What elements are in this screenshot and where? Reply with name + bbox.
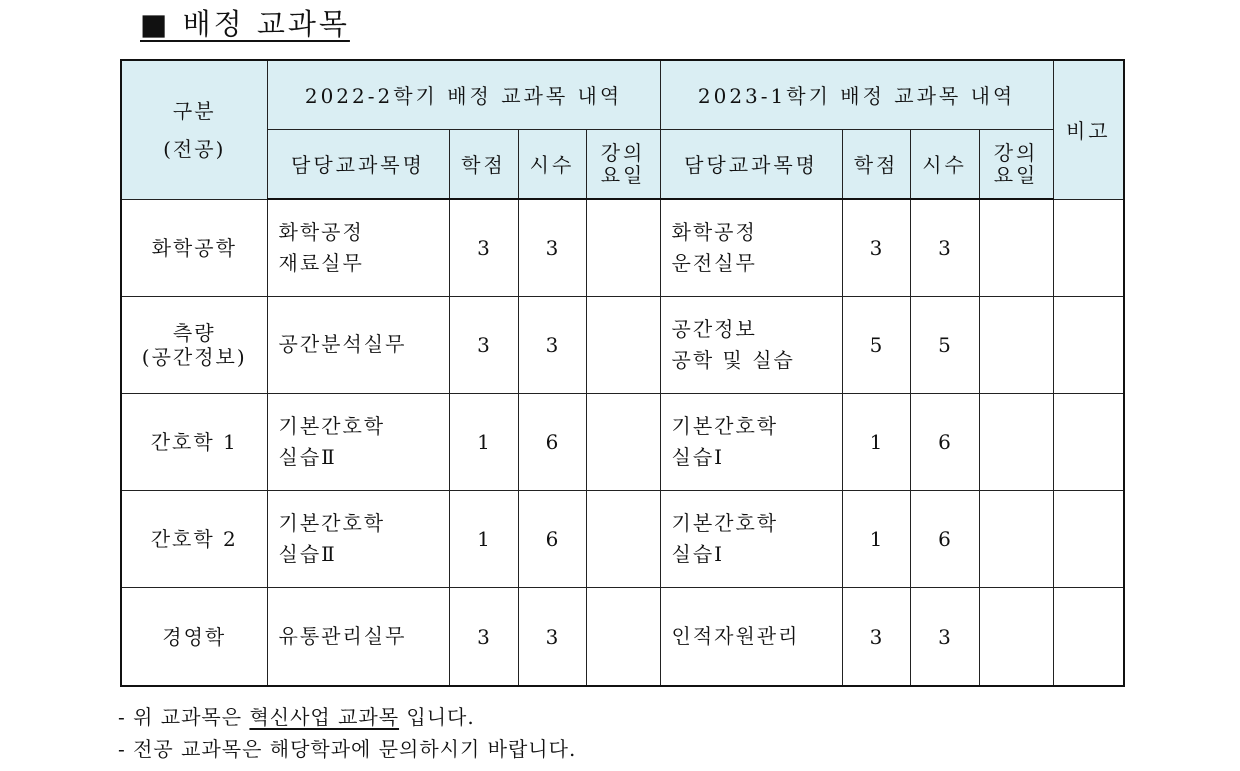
credits-cell-2022: 3 (449, 199, 518, 296)
hours-cell-2023: 3 (910, 199, 979, 296)
subject-cell-2023 (660, 394, 842, 491)
credits-cell-2022: 3 (449, 296, 518, 393)
day-header-line: 요일 (600, 162, 646, 187)
subject-line: 기본간호학 (671, 414, 779, 439)
note-text: 입니다. (399, 705, 475, 729)
subject-cell-2022 (267, 588, 449, 686)
hours-cell-2023: 6 (910, 394, 979, 491)
day-cell-2023 (979, 588, 1053, 686)
category-line: 간호학 2 (150, 527, 238, 552)
remarks-cell (1053, 394, 1124, 491)
subject-line: 실습Ⅱ (278, 445, 337, 470)
table-row (121, 296, 1124, 393)
credits-header-2023: 학점 (842, 129, 910, 199)
subject-cell-2022 (267, 199, 449, 296)
category-header-line: 구분 (172, 98, 216, 123)
subject-line: 인적자원관리 (671, 624, 800, 649)
subject-line: 기본간호학 (278, 511, 386, 536)
subject-header-2023: 담당교과목명 (660, 129, 842, 199)
credits-header-2022: 학점 (449, 129, 518, 199)
credits-cell-2022: 1 (449, 394, 518, 491)
group-header-2022: 2022-2학기 배정 교과목 내역 (267, 60, 660, 129)
subject-line: 실습Ⅰ (671, 542, 725, 567)
course-assignment-table (120, 59, 1125, 687)
subject-line: 공간정보 (671, 316, 757, 341)
table-row (121, 394, 1124, 491)
day-header-line: 요일 (993, 162, 1039, 187)
subject-line: 화학공정 (278, 220, 364, 245)
hours-cell-2022: 3 (518, 199, 586, 296)
hours-cell-2022: 3 (518, 588, 586, 686)
table-row (121, 491, 1124, 588)
hours-cell-2023: 6 (910, 491, 979, 588)
subject-line: 공간분석실무 (278, 332, 407, 357)
credits-cell-2023: 3 (842, 199, 910, 296)
category-cell (121, 199, 267, 296)
category-line: 측량 (172, 320, 216, 345)
page-title: ■ 배정 교과목 (140, 7, 350, 41)
category-header-line: (전공) (163, 136, 226, 161)
category-cell (121, 296, 267, 393)
subject-cell-2023 (660, 588, 842, 686)
subject-cell-2023 (660, 199, 842, 296)
credits-cell-2023: 5 (842, 296, 910, 393)
hours-header-2022: 시수 (518, 129, 586, 199)
day-cell-2023 (979, 199, 1053, 296)
subject-line: 유통관리실무 (278, 624, 407, 649)
subject-cell-2023 (660, 491, 842, 588)
note-text: - 위 교과목은 (118, 705, 250, 729)
credits-cell-2023: 1 (842, 491, 910, 588)
day-header-2023 (979, 129, 1053, 199)
day-cell-2022 (586, 199, 660, 296)
category-line: 간호학 1 (150, 430, 238, 455)
note-line-2: - 전공 교과목은 해당학과에 문의하시기 바랍니다. (118, 737, 577, 761)
hours-cell-2023: 3 (910, 588, 979, 686)
notes (118, 701, 576, 765)
category-cell (121, 394, 267, 491)
note-line-1 (118, 701, 576, 733)
category-cell (121, 491, 267, 588)
remarks-cell (1053, 588, 1124, 686)
credits-cell-2023: 1 (842, 394, 910, 491)
credits-cell-2022: 1 (449, 491, 518, 588)
remarks-header: 비고 (1053, 60, 1124, 199)
day-cell-2022 (586, 491, 660, 588)
hours-cell-2022: 6 (518, 491, 586, 588)
hours-cell-2022: 3 (518, 296, 586, 393)
hours-cell-2023: 5 (910, 296, 979, 393)
day-cell-2022 (586, 394, 660, 491)
category-line: (공간정보) (141, 344, 247, 369)
subject-header-2022: 담당교과목명 (267, 129, 449, 199)
subject-cell-2023 (660, 296, 842, 393)
hours-cell-2022: 6 (518, 394, 586, 491)
credits-cell-2023: 3 (842, 588, 910, 686)
day-header-line: 강의 (600, 140, 646, 165)
subject-line: 실습Ⅱ (278, 542, 337, 567)
day-header-line: 강의 (993, 140, 1039, 165)
day-cell-2022 (586, 588, 660, 686)
note-emphasis: 혁신사업 교과목 (249, 705, 400, 729)
credits-cell-2022: 3 (449, 588, 518, 686)
subject-line: 운전실무 (671, 251, 757, 276)
subject-line: 실습Ⅰ (671, 445, 725, 470)
day-header-2022 (586, 129, 660, 199)
category-cell (121, 588, 267, 686)
day-cell-2023 (979, 296, 1053, 393)
table-row (121, 588, 1124, 686)
subject-line: 기본간호학 (278, 414, 386, 439)
table-row (121, 199, 1124, 296)
category-line: 경영학 (162, 624, 227, 649)
remarks-cell (1053, 199, 1124, 296)
subject-line: 공학 및 실습 (671, 347, 795, 372)
subject-line: 재료실무 (278, 251, 364, 276)
subject-cell-2022 (267, 491, 449, 588)
subject-line: 화학공정 (671, 220, 757, 245)
day-cell-2023 (979, 394, 1053, 491)
remarks-cell (1053, 491, 1124, 588)
category-line: 화학공학 (151, 235, 237, 260)
group-header-2023: 2023-1학기 배정 교과목 내역 (660, 60, 1053, 129)
subject-line: 기본간호학 (671, 511, 779, 536)
remarks-cell (1053, 296, 1124, 393)
day-cell-2022 (586, 296, 660, 393)
subject-cell-2022 (267, 296, 449, 393)
subject-cell-2022 (267, 394, 449, 491)
hours-header-2023: 시수 (910, 129, 979, 199)
day-cell-2023 (979, 491, 1053, 588)
category-header (121, 60, 267, 199)
